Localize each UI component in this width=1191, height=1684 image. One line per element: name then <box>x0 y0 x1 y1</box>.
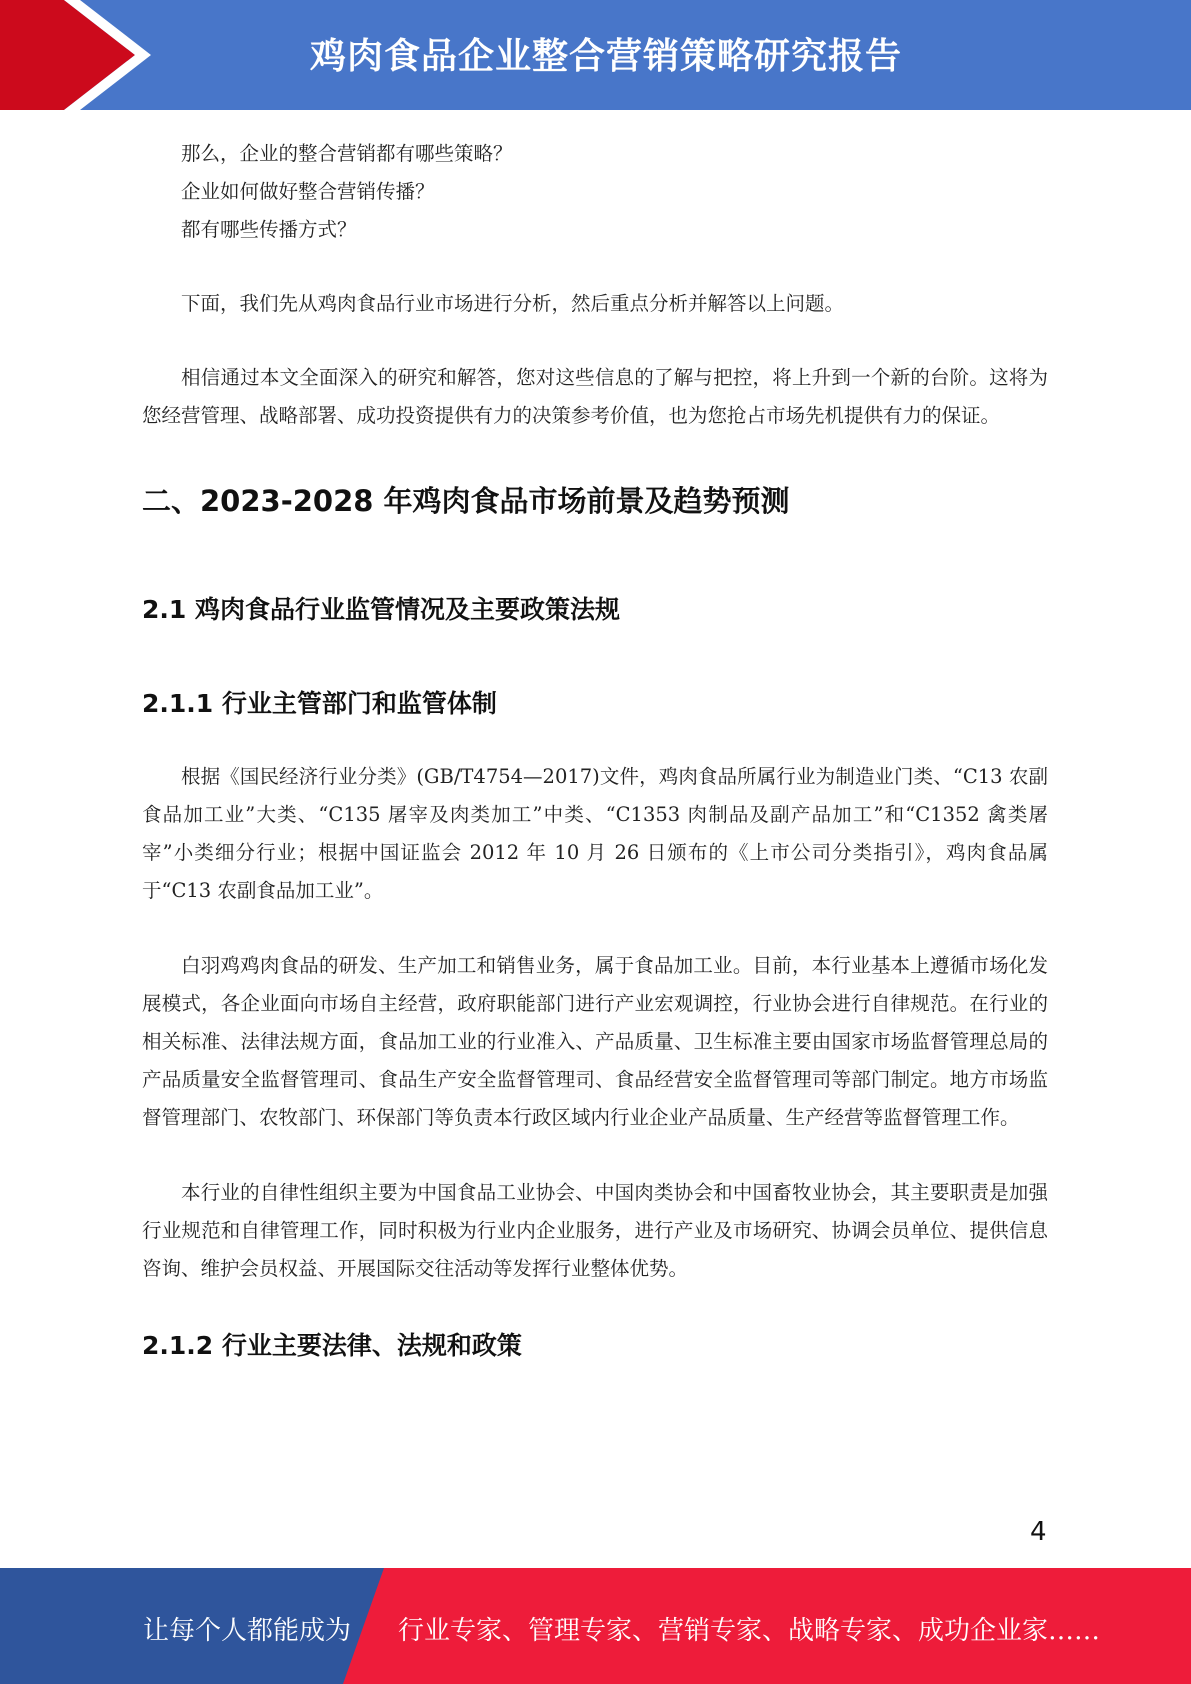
body-paragraph: 本行业的自律性组织主要为中国食品工业协会、中国肉类协会和中国畜牧业协会，其主要职责是加强行业规范和自律管理工作，同时积极为行业内企业服务，进行产业及市场研究、协调会员单位、提供信息咨询、维护会员权益、开展国际交往活动等发挥行业整体优势。 <box>142 1181 1048 1280</box>
document-title: 鸡肉食品企业整合营销策略研究报告 <box>310 36 903 77</box>
body-paragraph: 白羽鸡鸡肉食品的研发、生产加工和销售业务，属于食品加工业。目前，本行业基本上遵循市场化发展模式，各企业面向市场自主经营，政府职能部门进行产业宏观调控，行业协会进行自律规范。在行业的相关标准、法律法规方面，食品加工业的行业准入、产品质量、卫生标准主要由国家市场监督管理总局的产品质量安全监督管理司、食品生产安全监督管理司、食品经营安全监督管理司等部门制定。地方市场监督管理部门、农牧部门、环保部门等负责本行政区域内行业企业产品质量、生产经营等监督管理工作。 <box>142 954 1048 1129</box>
page-number: 4 <box>1030 1517 1047 1547</box>
section-2-1-1-heading: 2.1.1 行业主管部门和监管体制 <box>142 689 497 718</box>
intro-paragraph-1: 下面，我们先从鸡肉食品行业市场进行分析，然后重点分析并解答以上问题。 <box>181 292 845 315</box>
section-2-1-2-heading: 2.1.2 行业主要法律、法规和政策 <box>142 1331 522 1360</box>
section-2-heading: 二、2023-2028 年鸡肉食品市场前景及趋势预测 <box>142 484 790 518</box>
footer-slogan-left: 让每个人都能成为 <box>143 1616 352 1646</box>
footer-slogan-right: 行业专家、管理专家、营销专家、战略专家、成功企业家…… <box>398 1616 1101 1646</box>
section-2-1-heading: 2.1 鸡肉食品行业监管情况及主要政策法规 <box>142 595 620 624</box>
chevron-decoration <box>0 0 160 110</box>
body-paragraph: 根据《国民经济行业分类》(GB/T4754—2017)文件，鸡肉食品所属行业为制造业门类、“C13 农副食品加工业”大类、“C135 屠宰及肉类加工”中类、“C1353 肉制品及副产品加工”和“C1352 禽类屠宰”小类细分行业；根据中国证监会 2012 年 10 月 26 日颁布的《上市公司分类指引》，鸡肉食品属于“C13 农副食品加工业”。 <box>142 765 1048 902</box>
question-1: 那么，企业的整合营销都有哪些策略？ <box>181 142 513 165</box>
footer-banner <box>0 1568 1191 1684</box>
intro-paragraph-2: 相信通过本文全面深入的研究和解答，您对这些信息的了解与把控，将上升到一个新的台阶。这将为您经营管理、战略部署、成功投资提供有力的决策参考价值，也为您抢占市场先机提供有力的保证。 <box>142 366 1048 427</box>
question-3: 都有哪些传播方式？ <box>181 218 357 241</box>
question-2: 企业如何做好整合营销传播？ <box>181 180 435 203</box>
page-content <box>142 135 1048 1362</box>
header-banner <box>0 0 1191 110</box>
